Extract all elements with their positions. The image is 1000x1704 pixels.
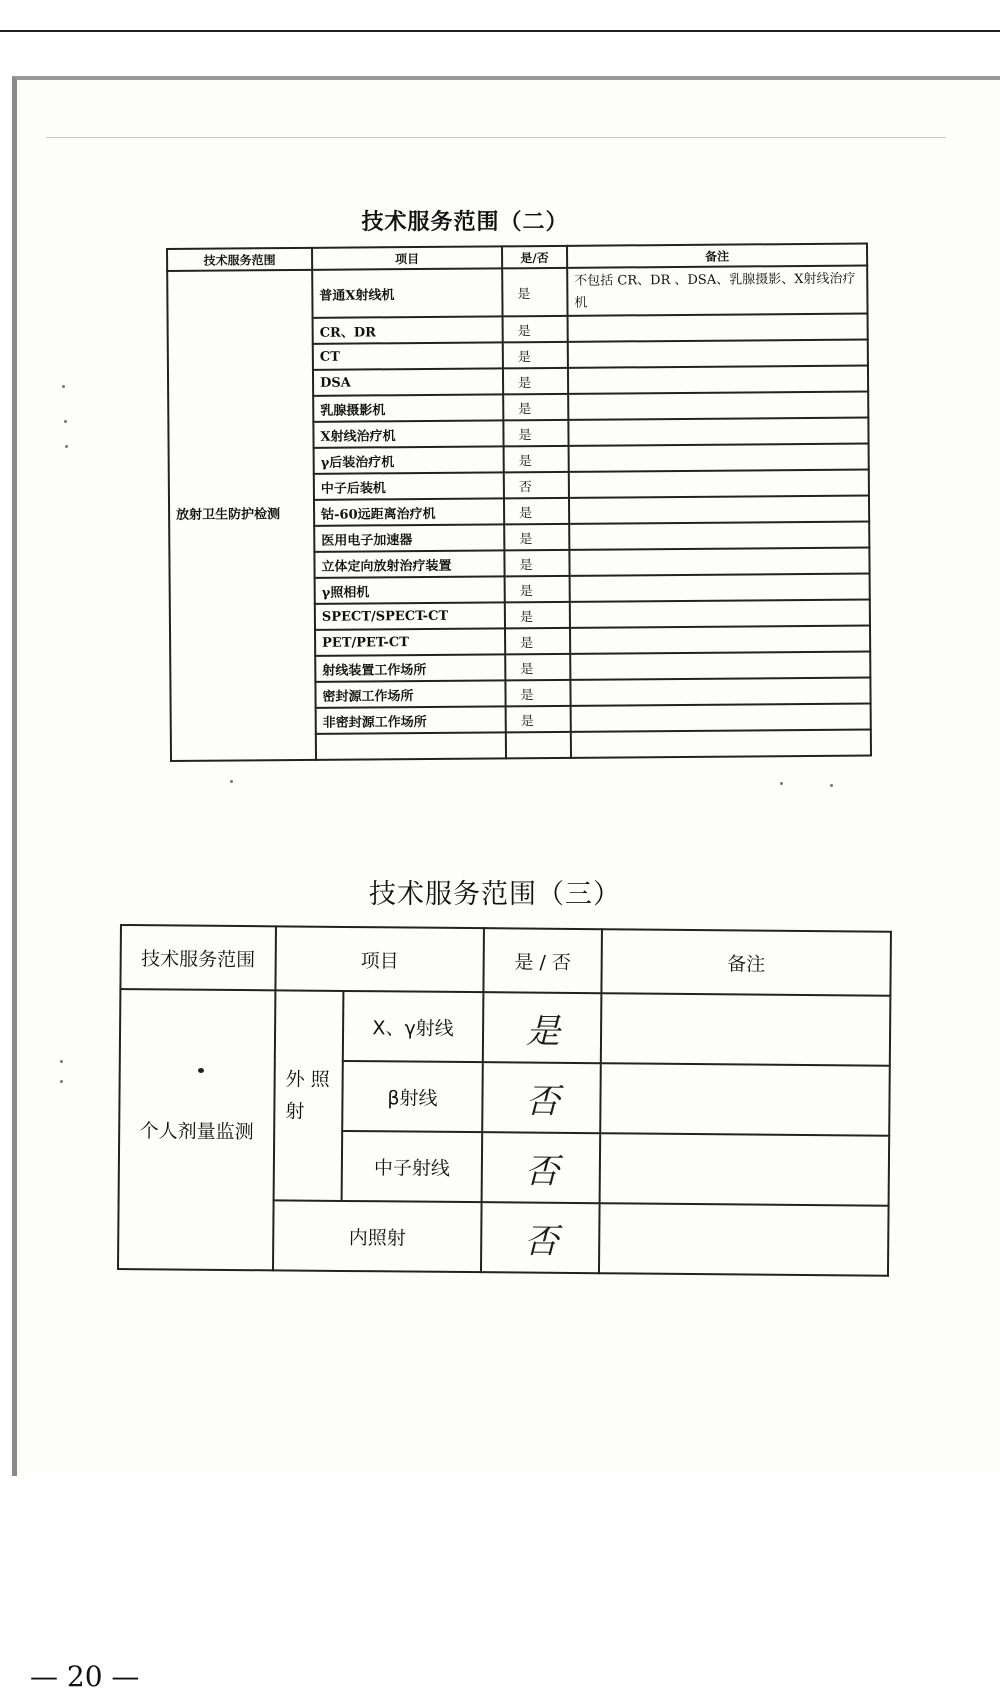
remark-cell <box>569 521 869 549</box>
scope-table-three <box>117 924 892 1277</box>
header-item: 项目 <box>312 246 502 269</box>
scan-speck <box>64 420 67 423</box>
remark-cell <box>600 1133 890 1206</box>
yes-no-cell: 是 <box>505 654 570 681</box>
external-irradiation-cell: 外 照 射 <box>274 990 344 1201</box>
page-number: — 20 — <box>30 1660 140 1693</box>
header-remark: 备注 <box>567 243 867 267</box>
yes-no-cell: 是 <box>503 316 568 343</box>
category-cell: 个人剂量监测 <box>118 989 275 1270</box>
item-cell: 中子后装机 <box>314 472 504 499</box>
scope-table-two <box>166 242 872 761</box>
item-cell: 普通X射线机 <box>312 268 502 317</box>
scan-faint-rule <box>46 137 946 138</box>
item-cell <box>316 732 506 759</box>
handwritten-yes-no: 否 <box>481 1202 600 1273</box>
item-cell: γ照相机 <box>315 576 505 603</box>
remark-cell <box>569 495 869 523</box>
remark-cell <box>569 547 869 575</box>
remark-cell <box>571 729 871 757</box>
yes-no-cell: 是 <box>506 706 571 733</box>
scan-speck <box>60 1080 63 1083</box>
scan-speck <box>830 784 833 787</box>
category-cell: 放射卫生防护检测 <box>167 270 316 761</box>
table-header-row <box>120 925 891 996</box>
header-scope: 技术服务范围 <box>120 925 276 990</box>
scan-speck <box>65 445 68 448</box>
yes-no-cell: 是 <box>505 602 570 629</box>
yes-no-cell <box>506 732 571 759</box>
yes-no-cell: 是 <box>503 420 568 447</box>
yes-no-cell: 是 <box>503 368 568 395</box>
scan-speck <box>230 780 233 783</box>
remark-cell <box>599 1203 889 1276</box>
scan-speck <box>60 1060 63 1063</box>
yes-no-cell: 是 <box>504 550 569 577</box>
item-cell: 立体定向放射治疗装置 <box>314 550 504 577</box>
item-cell: CR、DR <box>313 316 503 343</box>
item-cell: 医用电子加速器 <box>314 524 504 551</box>
item-cell: 钴-60远距离治疗机 <box>314 498 504 525</box>
item-cell: β射线 <box>342 1061 483 1132</box>
item-cell: 射线装置工作场所 <box>315 654 505 681</box>
item-cell: PET/PET-CT <box>315 628 505 655</box>
item-cell: CT <box>313 342 503 369</box>
yes-no-cell: 是 <box>502 268 567 317</box>
item-cell: DSA <box>313 368 503 395</box>
item-cell: 中子射线 <box>342 1131 483 1202</box>
yes-no-cell: 否 <box>504 472 569 499</box>
remark-cell <box>570 599 870 627</box>
remark-cell <box>600 1063 890 1136</box>
remark-cell <box>570 625 870 653</box>
yes-no-cell: 是 <box>503 342 568 369</box>
remark-cell <box>601 993 891 1066</box>
item-cell: 非密封源工作场所 <box>316 706 506 733</box>
handwritten-yes-no: 是 <box>483 992 602 1063</box>
header-rule <box>0 30 1000 32</box>
remark-cell <box>571 703 871 731</box>
yes-no-cell: 是 <box>504 524 569 551</box>
yes-no-cell: 是 <box>505 628 570 655</box>
section-two-title: 技术服务范围（二） <box>361 210 569 235</box>
remark-cell <box>568 391 868 419</box>
internal-irradiation-cell: 内照射 <box>273 1200 482 1272</box>
scan-speck <box>780 782 783 785</box>
remark-cell <box>568 313 868 341</box>
remark-cell <box>568 417 868 445</box>
yes-no-cell: 是 <box>504 446 569 473</box>
header-item: 项目 <box>275 926 484 992</box>
remark-cell <box>569 443 869 471</box>
remark-cell <box>568 339 868 367</box>
handwritten-yes-no: 否 <box>482 1132 601 1203</box>
table-row <box>167 265 867 318</box>
yes-no-cell: 是 <box>503 394 568 421</box>
item-cell: 密封源工作场所 <box>315 680 505 707</box>
item-cell: X射线治疗机 <box>313 420 503 447</box>
item-cell: γ后装治疗机 <box>314 446 504 473</box>
header-yes-no: 是/否 <box>502 246 567 269</box>
header-scope: 技术服务范围 <box>167 248 312 271</box>
remark-cell <box>569 469 869 497</box>
table-row <box>120 989 891 1066</box>
item-cell: X、γ射线 <box>343 991 484 1062</box>
header-remark: 备注 <box>601 929 891 996</box>
remark-cell: 不包括 CR、DR 、DSA、乳腺摄影、X射线治疗机 <box>567 265 867 315</box>
item-cell: SPECT/SPECT-CT <box>315 602 505 629</box>
remark-cell <box>570 677 870 705</box>
remark-cell <box>568 365 868 393</box>
section-three-title: 技术服务范围（三） <box>369 879 621 910</box>
handwritten-yes-no: 否 <box>482 1062 601 1133</box>
remark-cell <box>570 651 870 679</box>
item-cell: 乳腺摄影机 <box>313 394 503 421</box>
yes-no-cell: 是 <box>505 680 570 707</box>
yes-no-cell: 是 <box>504 498 569 525</box>
header-yes-no: 是 / 否 <box>483 928 602 993</box>
yes-no-cell: 是 <box>505 576 570 603</box>
remark-cell <box>570 573 870 601</box>
scan-speck <box>62 385 65 388</box>
